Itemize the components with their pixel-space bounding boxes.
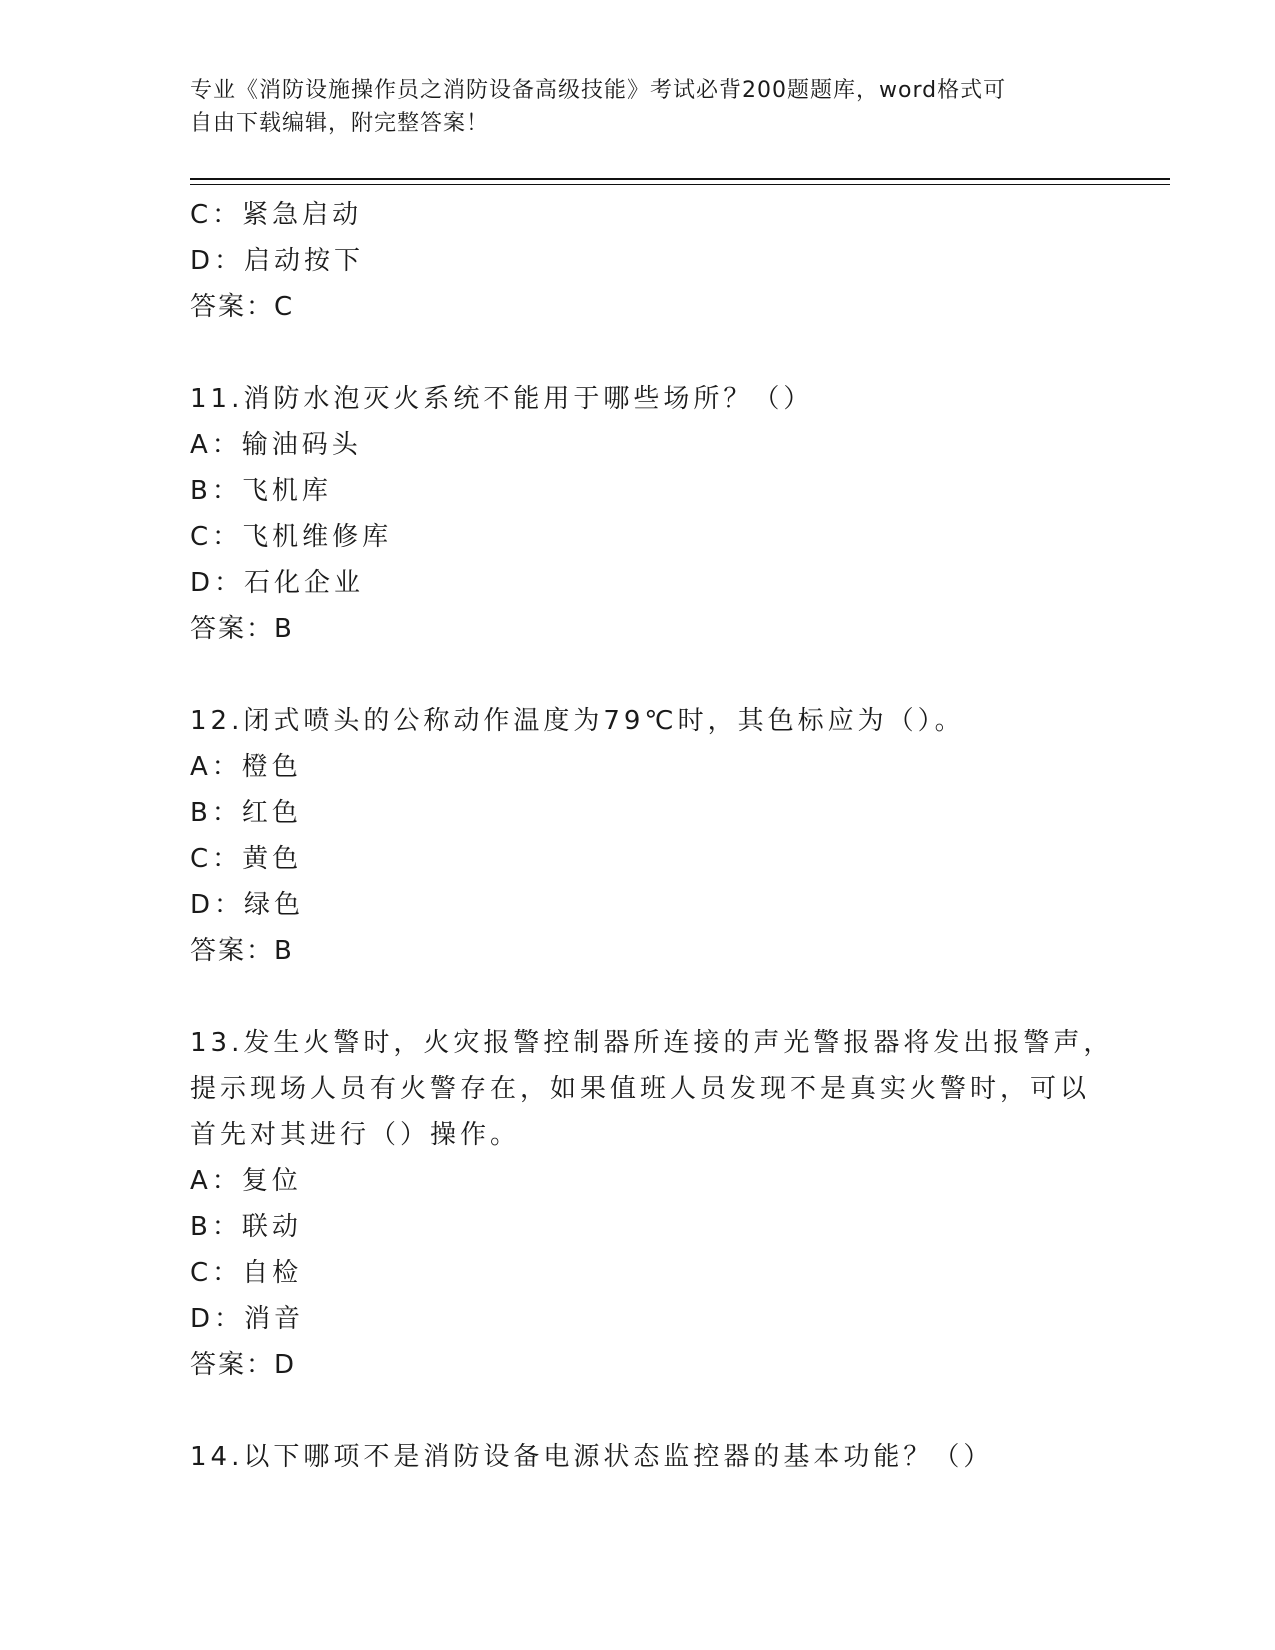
question-stem-line-2: 提示现场人员有火警存在，如果值班人员发现不是真实火警时，可以: [190, 1074, 1091, 1104]
option-c: C：飞机维修库: [190, 522, 393, 552]
option-d: D：消音: [190, 1304, 305, 1334]
question-stem-line-1: 13.发生火警时，火灾报警控制器所连接的声光警报器将发出报警声，: [190, 1028, 1114, 1058]
option-a: A：复位: [190, 1166, 302, 1196]
question-10-continuation: [190, 192, 1090, 330]
question-stem: 12.闭式喷头的公称动作温度为79℃时，其色标应为（）。: [190, 706, 965, 736]
question-14: [190, 1434, 1090, 1480]
option-a: A：输油码头: [190, 430, 362, 460]
header-title-line-1: 专业《消防设施操作员之消防设备高级技能》考试必背200题题库，word格式可: [190, 78, 1007, 103]
question-12: [190, 698, 1090, 974]
question-stem-line-3: 首先对其进行（）操作。: [190, 1120, 521, 1150]
option-d: D：绿色: [190, 890, 305, 920]
header-divider-thin: [190, 184, 1170, 185]
option-a: A：橙色: [190, 752, 302, 782]
option-b: B：飞机库: [190, 476, 332, 506]
document-header: [190, 74, 1090, 140]
option-b: B：联动: [190, 1212, 302, 1242]
question-stem: 14.以下哪项不是消防设备电源状态监控器的基本功能？（）: [190, 1442, 994, 1472]
question-13: [190, 1020, 1114, 1388]
option-d: D：启动按下: [190, 246, 365, 276]
question-list: [190, 192, 1114, 1480]
question-11: [190, 376, 1090, 652]
header-divider-thick: [190, 178, 1170, 180]
question-stem: 11.消防水泡灭火系统不能用于哪些场所？（）: [190, 384, 814, 414]
option-d: D：石化企业: [190, 568, 365, 598]
answer-line: 答案：C: [190, 292, 295, 322]
answer-line: 答案：B: [190, 936, 294, 966]
answer-line: 答案：D: [190, 1350, 297, 1380]
header-title-line-2: 自由下载编辑，附完整答案！: [190, 111, 490, 136]
option-c: C：黄色: [190, 844, 303, 874]
option-c: C：紧急启动: [190, 200, 363, 230]
answer-line: 答案：B: [190, 614, 294, 644]
option-c: C：自检: [190, 1258, 303, 1288]
option-b: B：红色: [190, 798, 302, 828]
